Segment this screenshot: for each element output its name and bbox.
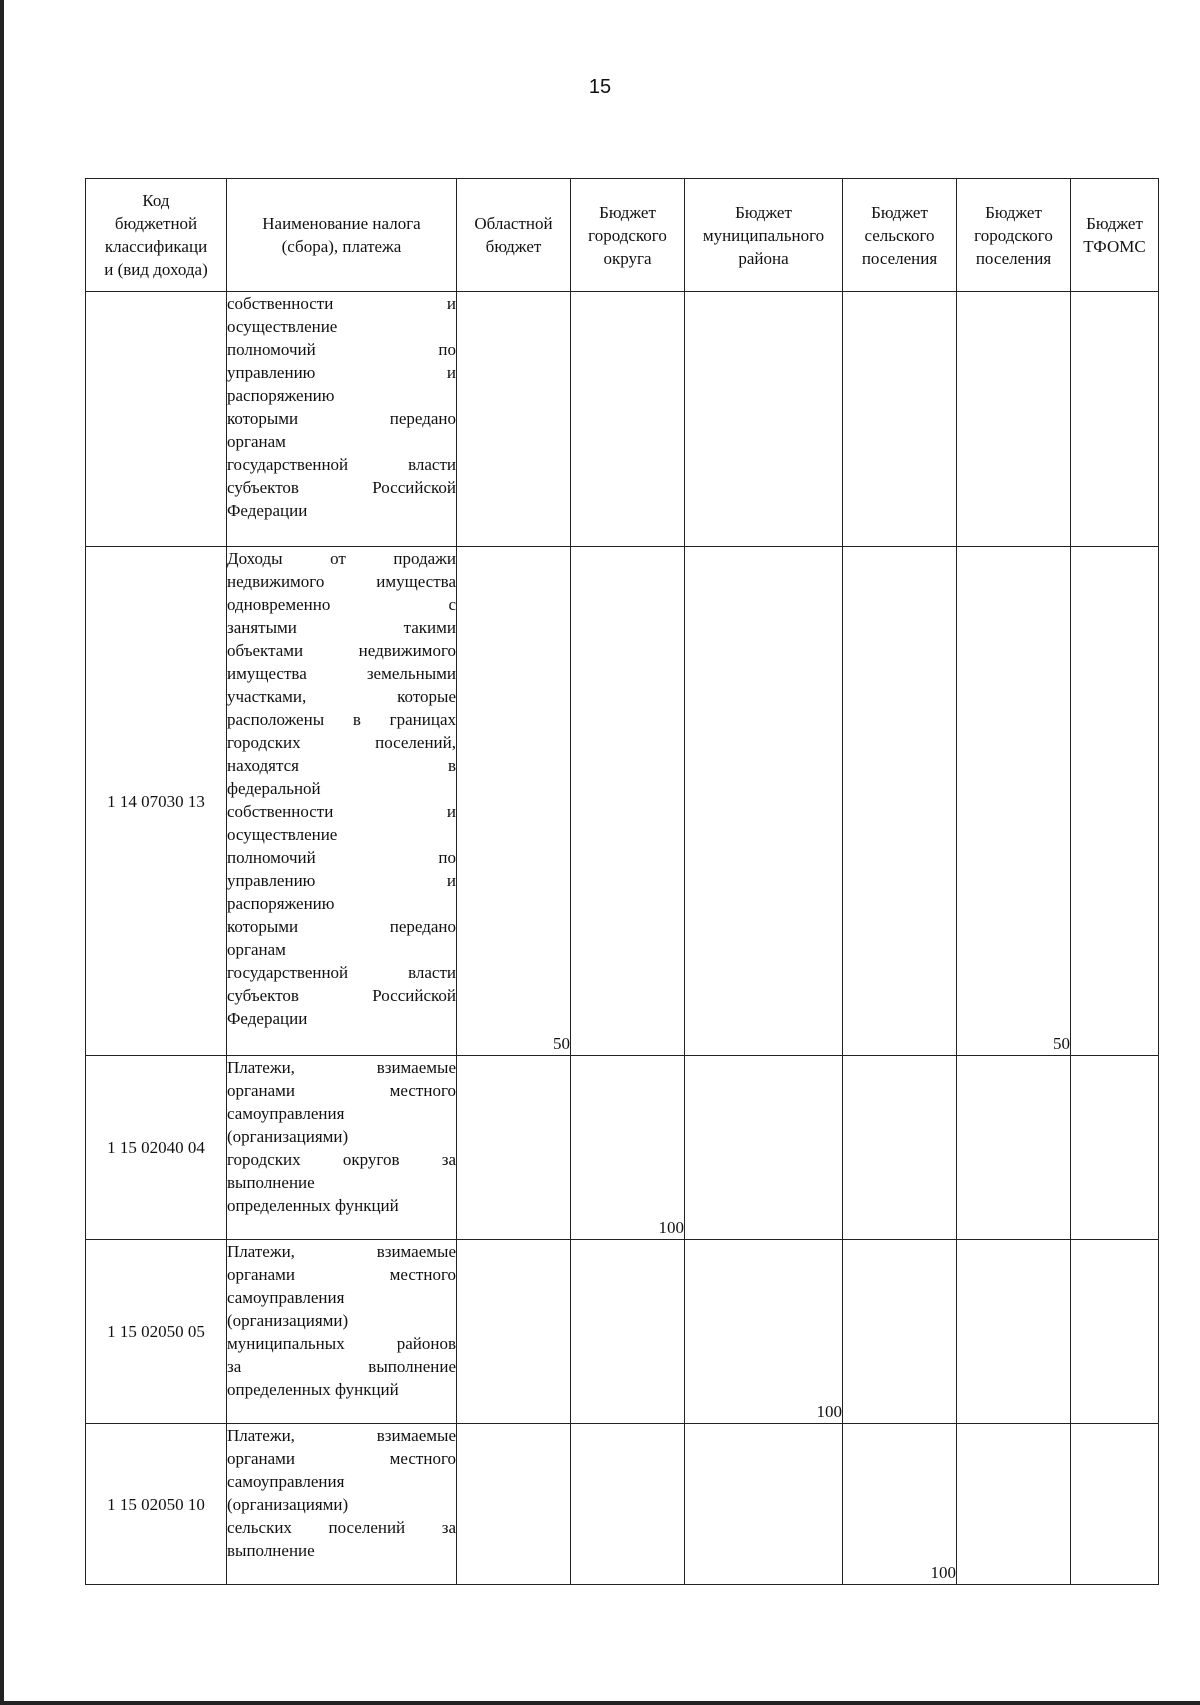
payment-name-line: самоуправления — [227, 1104, 345, 1123]
payment-name-line: муниципальных районов — [227, 1334, 456, 1353]
page-number: 15 — [588, 76, 612, 98]
cell-municipal-district-budget — [685, 1056, 843, 1240]
cell-city-district-budget — [571, 292, 685, 547]
payment-name-line: собственности и — [227, 294, 456, 313]
payment-name-line: субъектов Российской — [227, 478, 456, 497]
header-urban-settlement-budget: Бюджет городского поселения — [957, 179, 1071, 292]
cell-regional-budget — [457, 292, 571, 547]
payment-name-line: объектами недвижимого — [227, 641, 456, 660]
payment-name-line: одновременно с — [227, 595, 456, 614]
payment-name-line: управлению и — [227, 871, 456, 890]
cell-tfoms-budget — [1071, 1424, 1159, 1585]
payment-name-line: органам — [227, 432, 286, 451]
payment-name-line: Платежи, взимаемые — [227, 1426, 456, 1445]
payment-name-line: недвижимого имущества — [227, 572, 456, 591]
cell-regional-budget — [457, 1240, 571, 1424]
payment-name-line: занятыми такими — [227, 618, 456, 637]
cell-municipal-district-budget — [685, 547, 843, 1056]
payment-name-line: городских поселений, — [227, 733, 456, 752]
scan-frame-bottom — [0, 1701, 1200, 1705]
payment-name-line: (организациями) — [227, 1495, 349, 1514]
cell-payment-name — [227, 1424, 457, 1585]
payment-name-line: государственной власти — [227, 455, 456, 474]
payment-name-line: выполнение — [227, 1173, 315, 1192]
cell-urban-settlement-budget: 50 — [957, 547, 1071, 1056]
payment-name-line: самоуправления — [227, 1472, 345, 1491]
payment-name-line: распоряжению — [227, 386, 335, 405]
scan-frame-left — [0, 0, 4, 1705]
header-code: Код бюджетной классификаци и (вид дохода) — [86, 179, 227, 292]
payment-name-line: участками, которые — [227, 687, 456, 706]
cell-tfoms-budget — [1071, 292, 1159, 547]
header-city-district-budget: Бюджет городского округа — [571, 179, 685, 292]
payment-name-line: городских округов за — [227, 1150, 456, 1169]
cell-rural-settlement-budget: 100 — [843, 1424, 957, 1585]
header-municipal-district-budget: Бюджет муниципального района — [685, 179, 843, 292]
payment-name-line: которыми передано — [227, 917, 456, 936]
payment-name-line: полномочий по — [227, 848, 456, 867]
cell-regional-budget: 50 — [457, 547, 571, 1056]
cell-classification-code: 1 15 02050 05 — [86, 1240, 227, 1424]
cell-tfoms-budget — [1071, 1056, 1159, 1240]
payment-name-line: (организациями) — [227, 1127, 349, 1146]
payment-name-line: Федерации — [227, 1009, 308, 1028]
payment-name-line: органам — [227, 940, 286, 959]
payment-name-line: органами местного — [227, 1081, 456, 1100]
cell-rural-settlement-budget — [843, 292, 957, 547]
cell-classification-code: 1 14 07030 13 — [86, 547, 227, 1056]
payment-name-line: Платежи, взимаемые — [227, 1242, 456, 1261]
payment-name-line: федеральной — [227, 779, 321, 798]
cell-payment-name — [227, 1056, 457, 1240]
payment-name-line: осуществление — [227, 825, 338, 844]
payment-name-line: Доходы от продажи — [227, 549, 456, 568]
budget-revenue-table — [85, 178, 1159, 1585]
payment-name-line: имущества земельными — [227, 664, 456, 683]
payment-name-line: расположены в границах — [227, 710, 456, 729]
payment-name-line: определенных функций — [227, 1196, 399, 1215]
cell-regional-budget — [457, 1056, 571, 1240]
cell-urban-settlement-budget — [957, 292, 1071, 547]
cell-municipal-district-budget: 100 — [685, 1240, 843, 1424]
payment-name-line: осуществление — [227, 317, 338, 336]
payment-name-line: которыми передано — [227, 409, 456, 428]
table-row — [86, 1056, 1159, 1240]
cell-payment-name — [227, 292, 457, 547]
table-row — [86, 292, 1159, 547]
payment-name-line: государственной власти — [227, 963, 456, 982]
cell-municipal-district-budget — [685, 292, 843, 547]
header-name: Наименование налога (сбора), платежа — [227, 179, 457, 292]
cell-classification-code — [86, 292, 227, 547]
cell-rural-settlement-budget — [843, 1240, 957, 1424]
cell-urban-settlement-budget — [957, 1056, 1071, 1240]
payment-name-line: Платежи, взимаемые — [227, 1058, 456, 1077]
cell-urban-settlement-budget — [957, 1424, 1071, 1585]
payment-name-line: Федерации — [227, 501, 308, 520]
payment-name-line: определенных функций — [227, 1380, 399, 1399]
cell-city-district-budget — [571, 547, 685, 1056]
cell-city-district-budget — [571, 1424, 685, 1585]
table-row — [86, 1424, 1159, 1585]
payment-name-line: распоряжению — [227, 894, 335, 913]
cell-tfoms-budget — [1071, 547, 1159, 1056]
cell-municipal-district-budget — [685, 1424, 843, 1585]
payment-name-line: полномочий по — [227, 340, 456, 359]
cell-regional-budget — [457, 1424, 571, 1585]
cell-city-district-budget — [571, 1240, 685, 1424]
payment-name-line: сельских поселений за — [227, 1518, 456, 1537]
payment-name-line: (организациями) — [227, 1311, 349, 1330]
cell-city-district-budget: 100 — [571, 1056, 685, 1240]
payment-name-line: органами местного — [227, 1449, 456, 1468]
payment-name-line: выполнение — [227, 1541, 315, 1560]
payment-name-line: органами местного — [227, 1265, 456, 1284]
cell-urban-settlement-budget — [957, 1240, 1071, 1424]
payment-name-line: самоуправления — [227, 1288, 345, 1307]
cell-payment-name — [227, 1240, 457, 1424]
cell-payment-name — [227, 547, 457, 1056]
header-regional-budget: Областной бюджет — [457, 179, 571, 292]
header-rural-settlement-budget: Бюджет сельского поселения — [843, 179, 957, 292]
header-tfoms-budget: Бюджет ТФОМС — [1071, 179, 1159, 292]
payment-name-line: управлению и — [227, 363, 456, 382]
cell-classification-code: 1 15 02040 04 — [86, 1056, 227, 1240]
payment-name-line: собственности и — [227, 802, 456, 821]
payment-name-line: субъектов Российской — [227, 986, 456, 1005]
cell-classification-code: 1 15 02050 10 — [86, 1424, 227, 1585]
table-row — [86, 547, 1159, 1056]
cell-rural-settlement-budget — [843, 547, 957, 1056]
cell-tfoms-budget — [1071, 1240, 1159, 1424]
payment-name-line: за выполнение — [227, 1357, 456, 1376]
cell-rural-settlement-budget — [843, 1056, 957, 1240]
table-row — [86, 1240, 1159, 1424]
table-header-row — [86, 179, 1159, 292]
payment-name-line: находятся в — [227, 756, 456, 775]
